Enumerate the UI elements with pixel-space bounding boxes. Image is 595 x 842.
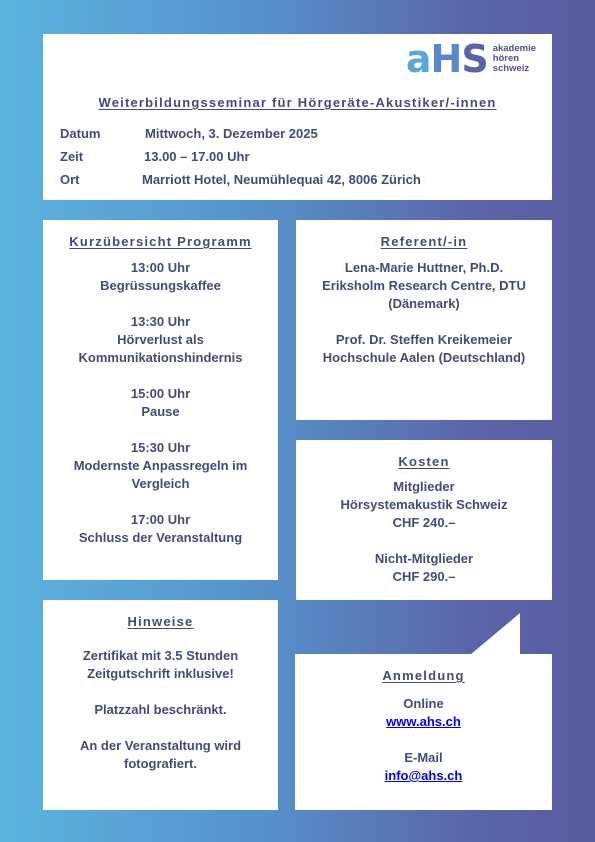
note-line: Zeitgutschrift inklusive! <box>87 666 234 681</box>
member-amount: CHF 240.– <box>392 515 456 530</box>
program-time: 17:00 Uhr <box>130 512 191 527</box>
speakers-card <box>296 220 552 420</box>
program-item <box>43 313 278 367</box>
speech-bubble-tail <box>470 613 520 655</box>
notes-card <box>43 600 278 810</box>
program-item <box>43 259 278 295</box>
email-label: E-Mail <box>404 750 443 765</box>
program-desc: Pause <box>141 404 180 419</box>
program-desc: Modernste Anpassregeln im <box>73 458 248 473</box>
costs-title: Kosten <box>398 454 450 469</box>
time-value: 13.00 – 17.00 Uhr <box>144 149 250 164</box>
ahs-logo <box>405 37 536 81</box>
notes-title: Hinweise <box>127 614 194 629</box>
member-label: Mitglieder <box>393 479 455 494</box>
logo-mark: aHS <box>405 37 488 81</box>
program-desc: Begrüssungskaffee <box>100 278 221 293</box>
email-block <box>295 749 552 785</box>
program-item <box>43 511 278 547</box>
registration-title: Anmeldung <box>382 668 465 683</box>
website-link[interactable]: www.ahs.ch <box>386 714 461 729</box>
speaker-name: Lena-Marie Huttner, Ph.D. <box>344 260 504 275</box>
speaker-affiliation: Eriksholm Research Centre, DTU <box>322 278 526 293</box>
online-label: Online <box>403 696 444 711</box>
program-desc: Hörverlust als <box>117 332 204 347</box>
location-label: Ort <box>60 172 80 187</box>
speaker-name: Prof. Dr. Steffen Kreikemeier <box>335 332 513 347</box>
header-card <box>43 34 552 200</box>
date-value: Mittwoch, 3. Dezember 2025 <box>145 126 318 141</box>
note-item <box>43 737 278 773</box>
note-line: Platzzahl beschränkt. <box>94 702 227 717</box>
note-line: fotografiert. <box>124 756 197 771</box>
program-desc: Kommunikationshindernis <box>78 350 243 365</box>
non-member-label: Nicht-Mitglieder <box>374 551 474 566</box>
speakers-title: Referent/-in <box>380 234 468 249</box>
program-time: 15:00 Uhr <box>130 386 191 401</box>
program-title: Kurzübersicht Programm <box>69 234 252 249</box>
costs-card <box>296 440 552 600</box>
seminar-title: Weiterbildungsseminar für Hörgeräte-Akustiker/-innen <box>98 95 497 110</box>
email-link[interactable]: info@ahs.ch <box>384 768 463 783</box>
online-block <box>295 695 552 731</box>
program-item <box>43 385 278 421</box>
member-price <box>296 478 552 532</box>
speaker-affiliation: Hochschule Aalen (Deutschland) <box>322 350 526 365</box>
speaker-entry <box>296 259 552 313</box>
program-desc: Vergleich <box>131 476 190 491</box>
note-line: An der Veranstaltung wird <box>79 738 242 753</box>
note-item <box>43 701 278 719</box>
registration-card <box>295 654 552 810</box>
program-card <box>43 220 278 580</box>
note-line: Zertifikat mit 3.5 Stunden <box>82 648 239 663</box>
note-item <box>43 647 278 683</box>
location-value: Marriott Hotel, Neumühlequai 42, 8006 Zürich <box>142 172 421 187</box>
time-label: Zeit <box>60 149 84 164</box>
program-time: 15:30 Uhr <box>130 440 191 455</box>
member-org: Hörsystemakustik Schweiz <box>340 497 508 512</box>
non-member-amount: CHF 290.– <box>392 569 456 584</box>
program-desc: Schluss der Veranstaltung <box>78 530 243 545</box>
program-time: 13:30 Uhr <box>130 314 191 329</box>
non-member-price <box>296 550 552 586</box>
speaker-country: (Dänemark) <box>388 296 460 311</box>
date-label: Datum <box>60 126 101 141</box>
logo-text: akademie hören schweiz <box>492 43 536 74</box>
speaker-entry <box>296 331 552 367</box>
program-time: 13:00 Uhr <box>130 260 191 275</box>
program-item <box>43 439 278 493</box>
